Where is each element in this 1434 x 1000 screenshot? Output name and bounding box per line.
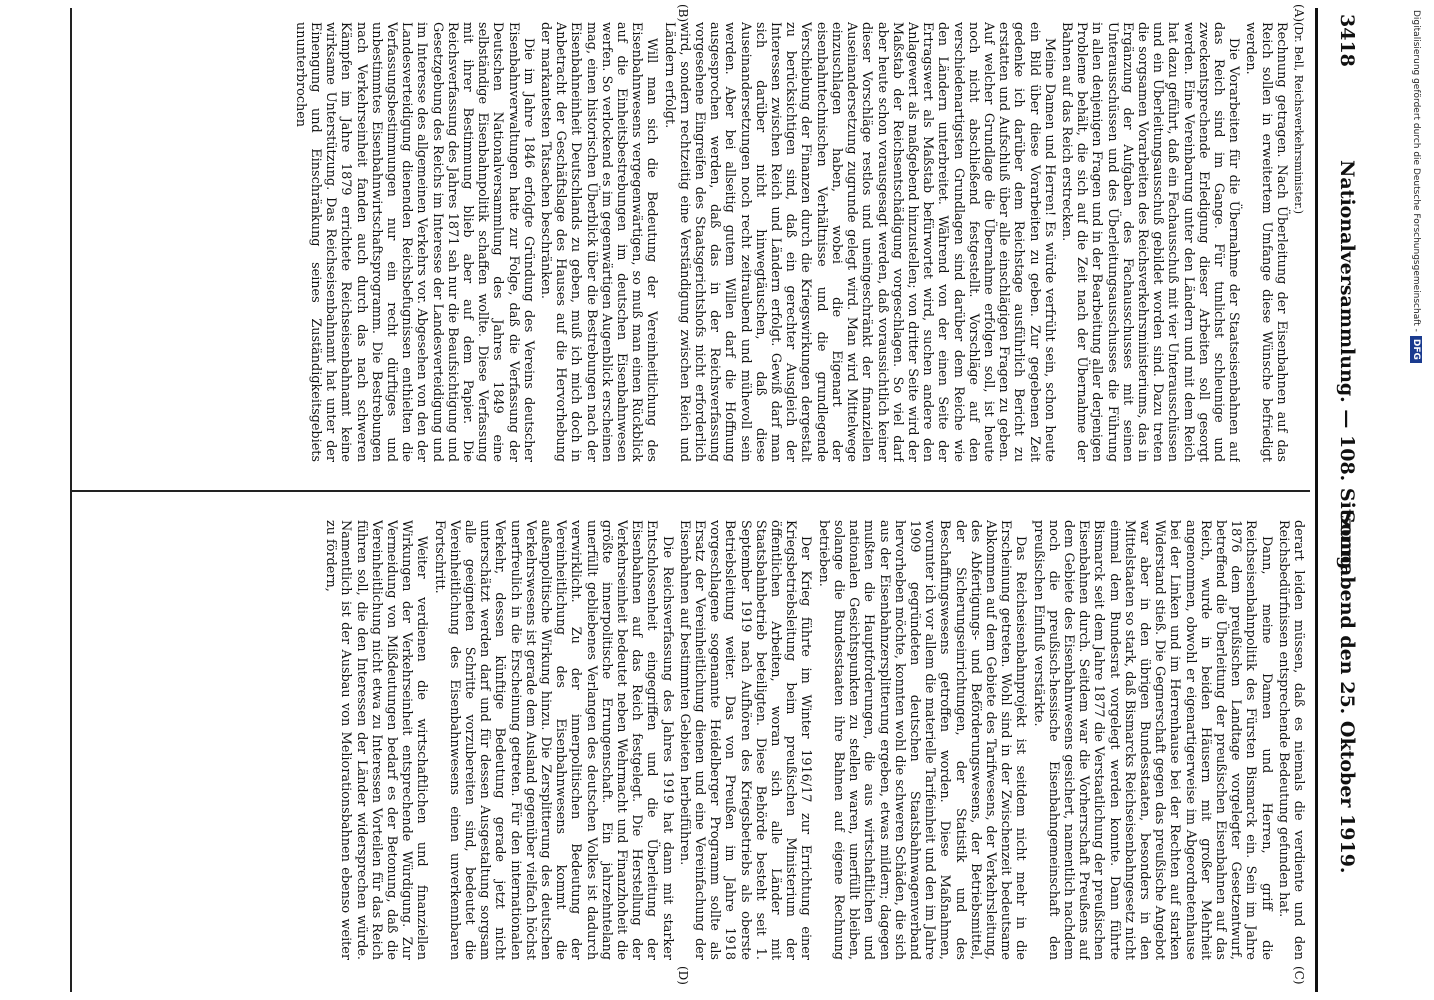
paragraph: Das Reichseisenbahnprojekt ist seitdem nicht mehr in die Erscheinung getreten. Wohl sind in der Zwischenzeit bedeutsame Abkommen auf dem Gebiete des Tarifwesens, der Verkehrsleitung, des Abfertigungs- und Beförderungswesens, der Betriebsmittel, der Sicherungseinrichtungen, der Statistik und des Beschaffungswesens getroffen worden. Diese Maßnahmen, worunter ich vor allem die materielle Tarifeinheit und den im Jahre 1909 gegründeten deutschen Staatsbahnwagenverband hervorheben möchte, konnten wohl die schweren Schäden, die sich aus der Eisenbahnzersplitterung ergeben, etwas mildern; dagegen mußten die Hauptforderungen, die aus wirtschaftlichen und nationalen Gesichtspunkten zu stellen waren, unerfüllt bleiben, solange die Bundesstaaten ihre Bahnen auf eigene Rechnung betrieben. bbox=[815, 520, 1029, 960]
dfg-logo: DFG bbox=[1410, 336, 1422, 363]
paragraph: Rechnung getragen. Nach Überleitung der Eisenbahnen auf das Reich sollen in erweitertem Umfange diese Wünsche befriedigt werden. bbox=[1243, 22, 1289, 462]
left-text-column bbox=[76, 22, 1306, 462]
margin-marker-c: (C) bbox=[1292, 966, 1306, 985]
margin-marker-d: (D) bbox=[676, 966, 690, 985]
paragraph: derart leiden müssen, daß es niemals die verdiente und den Reichsbedürfnissen entsprechende Bedeutung gefunden hat. bbox=[1275, 520, 1306, 960]
paragraph: Die Vorarbeiten für die Übernahme der Staatseisenbahnen auf das Reich sind im Gange. Für tunlichst schleunige und zweckentsprechende Erledigung dieser Arbeiten soll gesorgt werden. Eine Vereinbarung unter den Ländern und mit dem Reich hat dazu geführt, daß ein Fachausschuß mit vier Unterausschüssen und ein Überleitungsausschuß gebildet worden sind. Dazu treten die sorgsamen Vorarbeiten des Reichsverkehrsministeriums, das in Ergänzung der Aufgaben des Fachausschusses mit seinen Unterausschüssen und des Überleitungsausschusses die Führung in allen denjenigen Fragen und in der Bearbeitung aller derjenigen Probleme behält, die sich auf die Zeit nach der Übernahme der Bahnen auf das Reich erstrecken. bbox=[1058, 22, 1242, 462]
paragraph: Meine Damen und Herren! Es würde verfrüht sein, schon heute ein Bild über diese Vorarbeiten zu geben. Zur gegebenen Zeit gedenke ich darüber dem Reichstage ausführlich Bericht zu erstatten und Aufschluß über alle einschlägigen Fragen zu geben. Auf welcher Grundlage die Übernahme erfolgen soll, ist heute noch nicht abschließend festgestellt. Vorschläge auf den verschiedenartigsten Grundlagen sind darüber dem Reiche wie den Ländern unterbreitet. Während von der einen Seite der Ertragswert als Maßstab befürwortet wird, suchen andere den Anlagewert als maßgebend hinzustellen; von dritter Seite wird der Maßstab der Reichsentschädigung vorgeschlagen. So viel darf aber heute schon vorausgesagt werden, daß voraussichtlich keiner dieser Vorschläge restlos und uneingeschränkt der finanziellen Auseinandersetzung zugrunde gelegt wird. Man wird Mittelwege einzuschlagen haben, wobei die Eigenart der eisenbahntechnischen Verhältnisse und die grundlegende Verschiebung der Finanzen durch die Kriegswirkungen dergestalt zu berücksichtigen sind, daß ein gerechter Ausgleich der Interessen zwischen Reich und Ländern erfolgt. Gewiß darf man sich darüber nicht hinwegtäuschen, daß diese Auseinandersetzungen noch recht zeitraubend und mühevoll sein werden. Aber bei allseitig gutem Willen darf die Hoffnung ausgesprochen werden, daß das in der Reichsverfassung vorgesehene Eingreifen des Staatsgerichtshofs nicht erforderlich wird, sondern rechtzeitig eine Verständigung zwischen Reich und Ländern erfolgt. bbox=[661, 22, 1057, 462]
digitization-credit bbox=[1404, 10, 1428, 990]
paragraph: Der Krieg führte im Winter 1916/17 zur Errichtung einer Kriegsbetriebsleitung beim preußischen Ministerium der öffentlichen Arbeiten, woran sich alle Länder mit Staatsbahnbetrieb beteiligten. Diese Behörde besteht seit 1. September 1919 nach Aufhören des Kriegsbetriebs als oberste Betriebsleitung weiter. Das von Preußen im Jahre 1918 vorgeschlagene sogenannte Heidelberger Programm sollte als Ersatz der Vereinheitlichung dienen und eine Vereinfachung der Eisenbahnen auf bestimmten Gebieten herbeiführen. bbox=[676, 520, 814, 960]
session-date: Sonnabend den 25. Oktober 1919. bbox=[1336, 510, 1358, 874]
speaker-attribution: (Dr. Bell, Reichsverkehrsminister.) bbox=[1292, 22, 1305, 215]
page-number: 3418 bbox=[1336, 14, 1358, 67]
paragraph: Die im Jahre 1846 erfolgte Gründung des Vereins deutscher Eisenbahnverwaltungen hatte zur Folge, daß die Verfassung der Deutschen Nationalversammlung des Jahres 1849 eine selbständige Eisenbahnpolitik schaffen wollte. Diese Verfassung mit ihrer Bestimmung blieb aber auf dem Papier. Die Reichsverfassung des Jahres 1871 sah nur die Beaufsichtigung und Gesetzgebung des Reichs im Interesse der Landesverteidigung und im Interesse des allgemeinen Verkehrs vor. Abgesehen von den der Landesverteidigung dienenden Reichsbefugnissen enthielten die Verfassungsbestimmungen nur ein recht dürftiges und unbestimmtes Eisenbahnwirtschaftsprogramm. Die Bestrebungen nach Verkehrseinheit fanden auch durch das nach schweren Kämpfen im Jahre 1879 errichtete Reichseisenbahnamt keine wirksame Unterstützung. Das Reichseisenbahnamt hat unter der Einengung und Einschränkung seines Zuständigkeitsgebiets ununterbrochen bbox=[292, 22, 536, 462]
margin-marker-b: (B) bbox=[676, 4, 690, 23]
publication-title: Nationalversammlung. — 108. Sitzung. bbox=[1336, 160, 1358, 576]
paragraph: Dann, meine Damen und Herren, griff die Reichseisenbahnpolitik des Fürsten Bismarck ein. Sein im Jahre 1876 dem preußischen Landtage vorgelegter Gesetzentwurf, betreffend die Überleitung der preußischen Eisenbahnen auf das Reich, wurde in beiden Häusern mit großer Mehrheit angenommen, obwohl er eigenartigerweise im Abgeordnetenhause bei der Linken und im Herrenhause bei der Rechten auf starken Widerstand stieß. Die Gegnerschaft gegen das preußische Angebot war aber in den übrigen Bundesstaaten, besonders in den Mittelstaaten so stark, daß Bismarcks Reichseisenbahngesetz nicht einmal dem Bundesrat vorgelegt werden konnte. Dann führte Bismarck seit dem Jahre 1877 die Verstaatlichung der preußischen Eisenbahnen durch. Seitdem war die Vorherrschaft Preußens auf dem Gebiete des Eisenbahnwesens gesichert, namentlich nachdem noch die preußisch-hessische Eisenbahngemeinschaft den preußischen Einfluß verstärkte. bbox=[1030, 520, 1274, 960]
paragraph: Weiter verdienen die wirtschaftlichen und finanziellen Wirkungen der Verkehrseinheit entsprechende Würdigung. Zur Vermeidung von Mißdeutungen bedarf es der Betonung, daß die Vereinheitlichung nicht etwa zu Interessen Vorteilen für das Reich führen soll, die den Interessen der Länder widersprechen würde. Namentlich ist der Ausbau von Meliorationsbahnen ebenso weiter zu fördern, bbox=[323, 520, 430, 960]
right-text-column bbox=[76, 520, 1306, 960]
footer-rule bbox=[70, 8, 72, 992]
credit-line bbox=[1404, 10, 1428, 990]
paragraph: Die Reichsverfassung des Jahres 1919 hat dann mit starker Entschlossenheit eingegriffen und die Überleitung der Eisenbahnen auf das Reich festgelegt. Die Herstellung der Verkehrseinheit bedeutet neben Wehrmacht und Finanzhoheit die größte innerpolitische Errungenschaft. Ein jahrzehntelang unerfüllt gebliebenes Verlangen des deutschen Volkes ist dadurch verwirklicht. Zu der innerpolitischen Bedeutung der Vereinheitlichung des Eisenbahnwesens kommt die außenpolitische Wirkung hinzu. Die Zersplitterung des deutschen Verkehrswesens ist gerade dem Ausland gegenüber vielfach höchst unerfreulich in die Erscheinung getreten. Für den internationalen Verkehr, dessen künftige Bedeutung gerade jetzt nicht unterschätzt werden darf und für dessen Ausgestaltung sorgsam alle geeigneten Schritte vorzubereiten sind, bedeutet die Vereinheitlichung des Eisenbahnwesens einen unverkennbaren Fortschritt. bbox=[431, 520, 675, 960]
credit-text: Digitalisierung gefördert durch die Deutsche Forschungsgemeinschaft - bbox=[1411, 10, 1421, 332]
column-divider bbox=[70, 490, 1310, 492]
header-rule bbox=[1315, 8, 1318, 992]
page-header bbox=[1312, 0, 1380, 1000]
paragraph: Will man sich die Bedeutung der Vereinheitlichung des Eisenbahnwesens vergegenwärtigen, so muß man einen Rückblick auf die Einheitsbestrebungen im deutschen Eisenbahnwesen werfen. So verlockend es im gegenwärtigen Augenblick erscheinen mag, einen historischen Überblick über die Bestrebungen nach der Eisenbahneinheit Deutschlands zu geben, muß ich mich doch in Anbetracht der Geschäftslage des Hauses auf die Hervorhebung der markantesten Tatsachen beschränken. bbox=[538, 22, 660, 462]
margin-marker-a: (A) bbox=[1292, 4, 1306, 23]
